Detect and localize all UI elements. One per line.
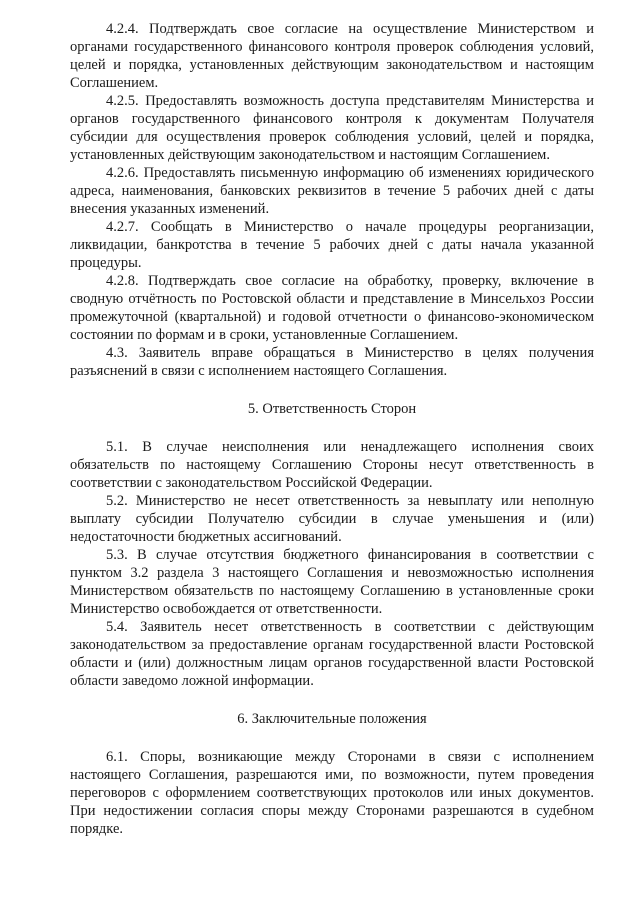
clause-4-2-6: 4.2.6. Предоставлять письменную информацию об изменениях юридического адреса, наименования, банковских реквизитов в течение 5 рабочих дней с даты внесения указанных изменений. xyxy=(70,165,594,217)
document-page xyxy=(70,20,594,838)
clause-6-1: 6.1. Споры, возникающие между Сторонами в связи с исполнением настоящего Соглашения, разрешаются ими, по возможности, путем проведения переговоров с оформлением соответствующих протоколов или иных документов. При недостижении согласия споры между Сторонами разрешаются в судебном порядке. xyxy=(70,749,594,837)
clause-4-2-4: 4.2.4. Подтверждать свое согласие на осуществление Министерством и органами государственного финансового контроля проверок соблюдения условий, целей и порядка, установленных действующим законодательством и настоящим Соглашением. xyxy=(70,21,594,91)
section-5-heading: 5. Ответственность Сторон xyxy=(247,401,417,417)
section-6-heading: 6. Заключительные положения xyxy=(237,711,427,727)
clause-5-1: 5.1. В случае неисполнения или ненадлежащего исполнения своих обязательств по настоящему Соглашению Стороны несут ответственность в соответствии с законодательством Российской Федерации. xyxy=(70,439,594,491)
clause-5-2: 5.2. Министерство не несет ответственность за невыплату или неполную выплату субсидии Получателю субсидии в случае уменьшения и (или) недостаточности бюджетных ассигнований. xyxy=(70,493,594,545)
clause-4-2-8: 4.2.8. Подтверждать свое согласие на обработку, проверку, включение в сводную отчётность по Ростовской области и представление в Минсельхоз России промежуточной (квартальной) и годовой отчетности о финансово-экономическом состоянии по формам и в сроки, установленные Соглашением. xyxy=(70,273,594,343)
clause-5-3: 5.3. В случае отсутствия бюджетного финансирования в соответствии с пунктом 3.2 раздела 3 настоящего Соглашения и невозможностью исполнения Министерством обязательств по настоящему Соглашению в установленные сроки Министерство освобождается от ответственности. xyxy=(70,547,594,617)
clause-4-2-7: 4.2.7. Сообщать в Министерство о начале процедуры реорганизации, ликвидации, банкротства в течение 5 рабочих дней с даты начала указанной процедуры. xyxy=(70,219,594,271)
clause-4-2-5: 4.2.5. Предоставлять возможность доступа представителям Министерства и органов государственного финансового контроля к документам Получателя субсидии для осуществления проверок соблюдения условий, целей и порядка, установленных действующим законодательством и настоящим Соглашением. xyxy=(70,93,594,163)
clause-5-4: 5.4. Заявитель несет ответственность в соответствии с действующим законодательством за предоставление органам государственной власти Ростовской области и (или) должностным лицам органов государственной власти Ростовской области заведомо ложной информации. xyxy=(70,619,594,689)
clause-4-3: 4.3. Заявитель вправе обращаться в Министерство в целях получения разъяснений в связи с исполнением настоящего Соглашения. xyxy=(70,345,594,379)
